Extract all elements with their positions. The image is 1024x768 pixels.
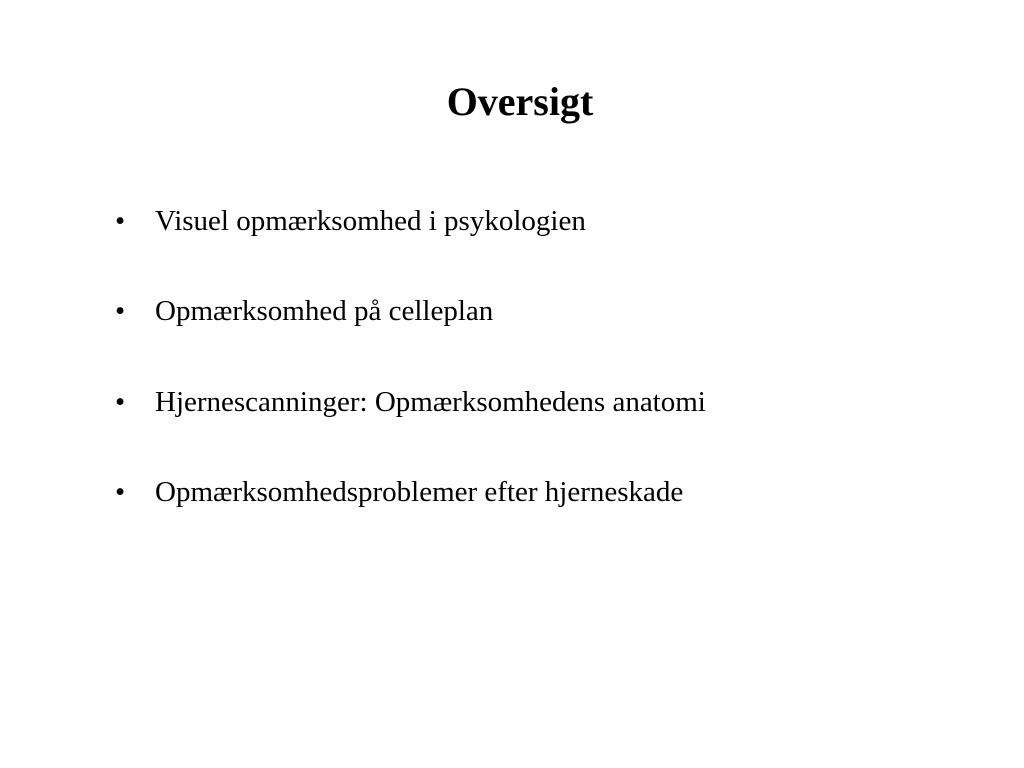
bullet-item-visual-attention xyxy=(115,203,586,239)
bullet-text: Hjernescanninger: Opmærksomhedens anatomi xyxy=(155,386,706,418)
bullet-item-brain-injury xyxy=(115,474,683,510)
bullet-icon: • xyxy=(115,386,126,418)
bullet-icon: • xyxy=(115,295,126,327)
bullet-text: Visuel opmærksomhed i psykologien xyxy=(155,205,586,237)
bullet-icon: • xyxy=(115,476,126,508)
bullet-icon: • xyxy=(115,205,126,237)
slide-title: Oversigt xyxy=(446,79,594,124)
bullet-item-brain-scans xyxy=(115,384,706,420)
bullet-item-cell-level xyxy=(115,293,493,329)
bullet-text: Opmærksomhedsproblemer efter hjerneskade xyxy=(155,476,684,508)
bullet-text: Opmærksomhed på celleplan xyxy=(155,295,494,327)
